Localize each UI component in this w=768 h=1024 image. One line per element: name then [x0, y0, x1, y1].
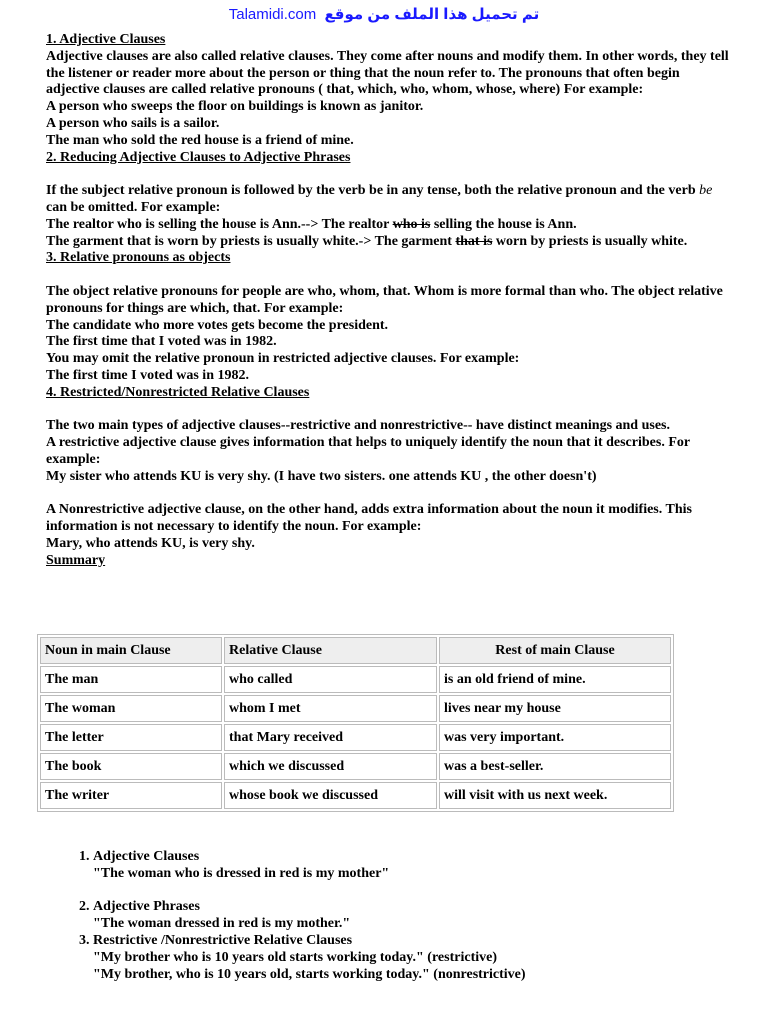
section-3-paragraph: The object relative pronouns for people are who, whom, that. Whom is more formal than who. The object relative pronouns for things are which, that. For example: [46, 283, 723, 316]
struck-text: who is [392, 216, 431, 232]
list-item [93, 849, 753, 899]
section-4-title: 4. Restricted/Nonrestricted Relative Clauses [46, 384, 310, 400]
table-cell: whose book we discussed [224, 782, 437, 809]
arabic-note: تم تحميل هذا الملف من موقع [324, 6, 540, 23]
list-example: "The woman who is dressed in red is my mother" [93, 865, 390, 881]
page-header [0, 5, 768, 23]
section-4-paragraph: A Nonrestrictive adjective clause, on the other hand, adds extra information about the noun it modifies. This information is not necessary to identify the noun. For example: [46, 502, 692, 535]
summary-title: Summary [46, 552, 106, 568]
struck-text: that is [455, 233, 493, 249]
section-2-title: 2. Reducing Adjective Clauses to Adjective Phrases [46, 149, 351, 165]
table-cell: was a best-seller. [439, 753, 671, 780]
table-row [40, 782, 671, 809]
example-line: Mary, who attends KU, is very shy. [46, 535, 255, 551]
section-3-title: 3. Relative pronouns as objects [46, 250, 231, 266]
list-item-title: Adjective Phrases [93, 899, 200, 915]
table-cell: which we discussed [224, 753, 437, 780]
table-cell: The letter [40, 724, 222, 751]
list-item-title: Adjective Clauses [93, 849, 200, 864]
summary-list [46, 849, 753, 983]
section-1-paragraph: Adjective clauses are also called relative clauses. They come after nouns and modify them. In other words, they tell the listener or reader more about the person or thing that the noun refer to. The pronouns that often begin adjective clauses are called relative pronouns ( that, which, who, whom, whose, where) For example: [46, 48, 729, 98]
example-line: My sister who attends KU is very shy. (I have two sisters. one attends KU , the other doesn't) [46, 468, 597, 484]
list-example: "The woman dressed in red is my mother." [93, 916, 351, 932]
example-line: The first time that I voted was in 1982. [46, 334, 277, 350]
example-line: The realtor who is selling the house is Ann.--> The realtor who is selling the house is Ann. [46, 216, 577, 232]
example-line: The man who sold the red house is a friend of mine. [46, 132, 354, 148]
list-example: "My brother who is 10 years old starts working today." (restrictive) [93, 949, 498, 965]
table-header-row [40, 637, 671, 664]
table-header: Noun in main Clause [40, 637, 222, 664]
document-body [46, 32, 736, 570]
table-cell: The book [40, 753, 222, 780]
table-header: Relative Clause [224, 637, 437, 664]
section-2-paragraph: If the subject relative pronoun is followed by the verb be in any tense, both the relative pronoun and the verb be can be omitted. For example: [46, 183, 713, 215]
table-cell: that Mary received [224, 724, 437, 751]
example-line: A person who sails is a sailor. [46, 115, 220, 131]
table-cell: lives near my house [439, 695, 671, 722]
table-row [40, 724, 671, 751]
table-cell: who called [224, 666, 437, 693]
table-row [40, 695, 671, 722]
table-cell: The writer [40, 782, 222, 809]
table-cell: was very important. [439, 724, 671, 751]
list-item [93, 933, 753, 983]
table-row [40, 753, 671, 780]
list-item [93, 899, 753, 933]
table-cell: will visit with us next week. [439, 782, 671, 809]
example-line: The first time I voted was in 1982. [46, 367, 249, 383]
example-line: You may omit the relative pronoun in restricted adjective clauses. For example: [46, 351, 520, 367]
table-header: Rest of main Clause [439, 637, 671, 664]
example-line: A person who sweeps the floor on buildings is known as janitor. [46, 99, 424, 115]
section-1-title: 1. Adjective Clauses [46, 32, 166, 47]
summary-table [37, 634, 674, 812]
table-cell: is an old friend of mine. [439, 666, 671, 693]
example-line: The garment that is worn by priests is usually white.-> The garment that is worn by priests is usually white. [46, 233, 688, 249]
site-link[interactable]: Talamidi.com [228, 6, 317, 23]
table-row [40, 666, 671, 693]
example-line: The candidate who more votes gets become the president. [46, 317, 389, 333]
section-4-paragraph: A restrictive adjective clause gives information that helps to uniquely identify the noun that it describes. For example: [46, 435, 690, 467]
table-cell: The woman [40, 695, 222, 722]
section-4-paragraph: The two main types of adjective clauses--restrictive and nonrestrictive-- have distinct meanings and uses. [46, 418, 670, 434]
table-cell: whom I met [224, 695, 437, 722]
list-example: "My brother, who is 10 years old, starts working today." (nonrestrictive) [93, 966, 526, 982]
table-cell: The man [40, 666, 222, 693]
list-item-title: Restrictive /Nonrestrictive Relative Clauses [93, 932, 353, 948]
